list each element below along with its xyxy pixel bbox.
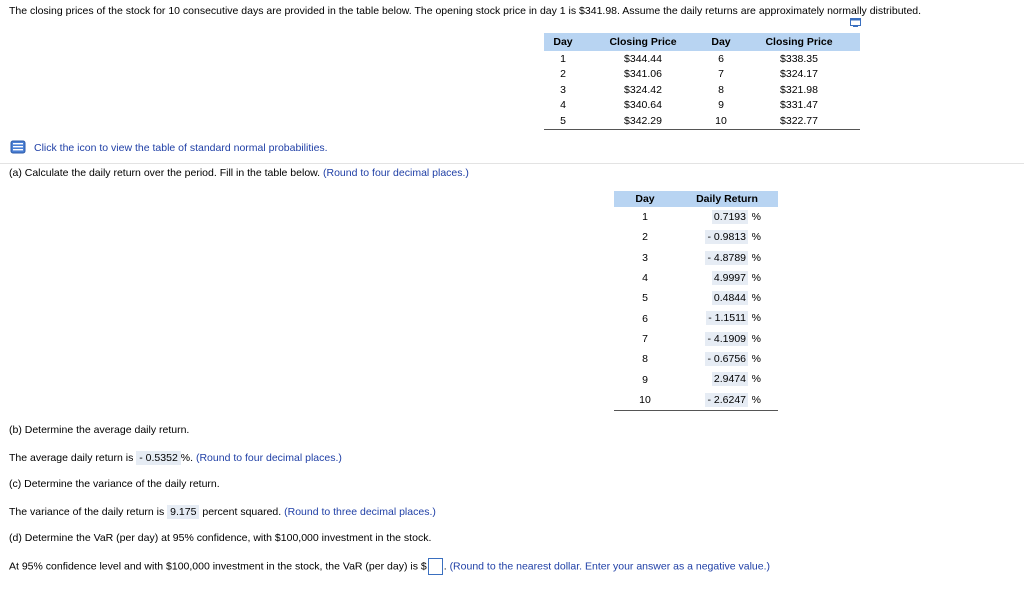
return-value-cell <box>676 390 778 411</box>
part-c-label: (c) Determine the variance of the daily return. <box>9 478 220 490</box>
return-day-cell: 1 <box>642 211 648 224</box>
percent-unit: % <box>751 373 761 386</box>
daily-return-answer[interactable]: 2.9474 <box>713 373 746 386</box>
day-cell: 9 <box>718 99 724 112</box>
table-row <box>614 369 778 389</box>
return-day-cell: 10 <box>614 390 676 411</box>
return-value-cell <box>676 248 778 268</box>
price-cell: $322.77 <box>738 113 860 129</box>
percent-unit: % <box>751 271 761 284</box>
return-day-cell: 4 <box>642 272 648 285</box>
table-row <box>614 268 778 288</box>
part-d-label: (d) Determine the VaR (per day) at 95% confidence, with $100,000 investment in the stock. <box>9 532 432 544</box>
table-row <box>544 82 860 98</box>
price-cell: $331.47 <box>780 99 818 112</box>
day-cell: 8 <box>718 83 724 96</box>
part-c-answer-line <box>9 505 436 519</box>
table-row <box>614 329 778 349</box>
table-row <box>614 288 778 308</box>
part-a-prompt <box>9 167 469 179</box>
average-return-answer[interactable]: - 0.5352 <box>136 451 181 465</box>
part-c-hint: (Round to three decimal places.) <box>284 506 436 518</box>
return-value-cell <box>676 329 778 349</box>
question-intro: The closing prices of the stock for 10 consecutive days are provided in the table below. The opening stock price in day 1 is $341.98. Assume the daily returns are approximately normally distributed. <box>9 5 922 17</box>
part-b-answer-line <box>9 451 342 465</box>
part-b-label: (b) Determine the average daily return. <box>9 424 190 436</box>
daily-return-answer[interactable]: 4.9997 <box>713 271 746 284</box>
return-day-cell: 9 <box>642 373 648 386</box>
daily-return-answer[interactable]: - 4.8789 <box>707 251 746 264</box>
part-d-hint: (Round to the nearest dollar. Enter your answer as a negative value.) <box>449 560 770 573</box>
price-cell: $338.35 <box>780 52 818 65</box>
return-value-cell <box>676 288 778 308</box>
part-d-answer-line <box>9 558 770 575</box>
return-value-cell <box>676 349 778 369</box>
return-value-cell <box>676 207 778 227</box>
table-row <box>614 308 778 328</box>
percent-unit: % <box>751 211 761 223</box>
return-day-cell: 2 <box>642 231 648 244</box>
price-cell: $342.29 <box>582 113 704 129</box>
daily-return-answer[interactable]: - 1.1511 <box>708 312 746 325</box>
part-b-prefix: The average daily return is <box>9 452 134 464</box>
daily-return-answer[interactable]: 0.4844 <box>713 292 746 305</box>
col-header-closing-price-1: Closing Price <box>582 33 704 51</box>
table-row <box>614 227 778 247</box>
price-cell: $324.17 <box>780 68 818 81</box>
col-header-closing-price-2: Closing Price <box>738 33 860 51</box>
daily-return-answer[interactable]: - 0.6756 <box>707 353 746 366</box>
part-c-suffix: percent squared. <box>202 506 282 518</box>
percent-unit: % <box>751 251 761 264</box>
part-b-suffix: %. <box>180 452 194 464</box>
return-day-cell: 6 <box>642 312 648 325</box>
percent-unit: % <box>751 292 761 305</box>
part-b-hint: (Round to four decimal places.) <box>195 452 342 464</box>
day-cell: 6 <box>718 52 724 65</box>
table-row <box>544 113 860 129</box>
part-a-hint: (Round to four decimal places.) <box>323 167 469 179</box>
section-divider <box>0 163 1024 164</box>
variance-answer[interactable]: 9.175 <box>167 505 199 519</box>
return-value-cell <box>676 268 778 288</box>
day-cell: 4 <box>560 99 566 112</box>
part-a-label: (a) Calculate the daily return over the period. Fill in the table below. <box>9 167 321 179</box>
var-answer-input[interactable] <box>428 558 443 575</box>
day-cell: 7 <box>718 68 724 81</box>
part-c-prefix: The variance of the daily return is <box>9 506 165 518</box>
day-cell: 3 <box>560 83 566 96</box>
col-header-day-2: Day <box>704 33 738 51</box>
return-day-cell: 8 <box>642 353 648 366</box>
return-value-cell <box>676 369 778 389</box>
day-cell: 2 <box>560 68 566 81</box>
col-header-day-1: Day <box>544 33 582 51</box>
return-day-cell: 3 <box>642 251 648 264</box>
percent-unit: % <box>751 231 761 244</box>
price-cell: $324.42 <box>624 83 662 96</box>
price-cell: $341.06 <box>624 68 662 81</box>
table-row <box>614 390 778 411</box>
price-cell: $340.64 <box>624 99 662 112</box>
daily-return-table <box>614 191 778 411</box>
daily-return-answer[interactable]: - 4.1909 <box>707 332 746 345</box>
table-row <box>614 349 778 369</box>
daily-return-answer[interactable]: 0.7193 <box>713 211 746 223</box>
closing-price-table <box>544 33 860 130</box>
day-cell: 1 <box>560 52 566 65</box>
return-value-cell <box>676 308 778 328</box>
part-d-suffix: . <box>443 560 447 573</box>
part-d-prefix: At 95% confidence level and with $100,000 investment in the stock, the VaR (per day) is $ <box>9 560 427 573</box>
table-row <box>614 207 778 227</box>
percent-unit: % <box>751 312 761 325</box>
table-row <box>544 98 860 114</box>
table-row <box>544 51 860 67</box>
price-cell: $321.98 <box>780 83 818 96</box>
day-cell: 5 <box>544 113 582 129</box>
table-row <box>614 248 778 268</box>
book-icon[interactable] <box>10 140 26 154</box>
return-day-cell: 5 <box>642 292 648 305</box>
daily-return-answer[interactable]: - 2.6247 <box>707 393 746 406</box>
price-cell: $344.44 <box>624 52 662 65</box>
percent-unit: % <box>751 332 761 345</box>
table-row <box>544 67 860 83</box>
col-header-daily-return: Daily Return <box>676 191 778 207</box>
copy-data-icon[interactable] <box>850 18 861 27</box>
return-value-cell <box>676 227 778 247</box>
daily-return-answer[interactable]: - 0.9813 <box>707 231 746 244</box>
percent-unit: % <box>751 393 761 406</box>
normal-table-link[interactable]: Click the icon to view the table of standard normal probabilities. <box>34 142 328 154</box>
percent-unit: % <box>751 353 761 366</box>
return-day-cell: 7 <box>642 332 648 345</box>
day-cell: 10 <box>704 113 738 129</box>
col-header-day: Day <box>614 191 676 207</box>
